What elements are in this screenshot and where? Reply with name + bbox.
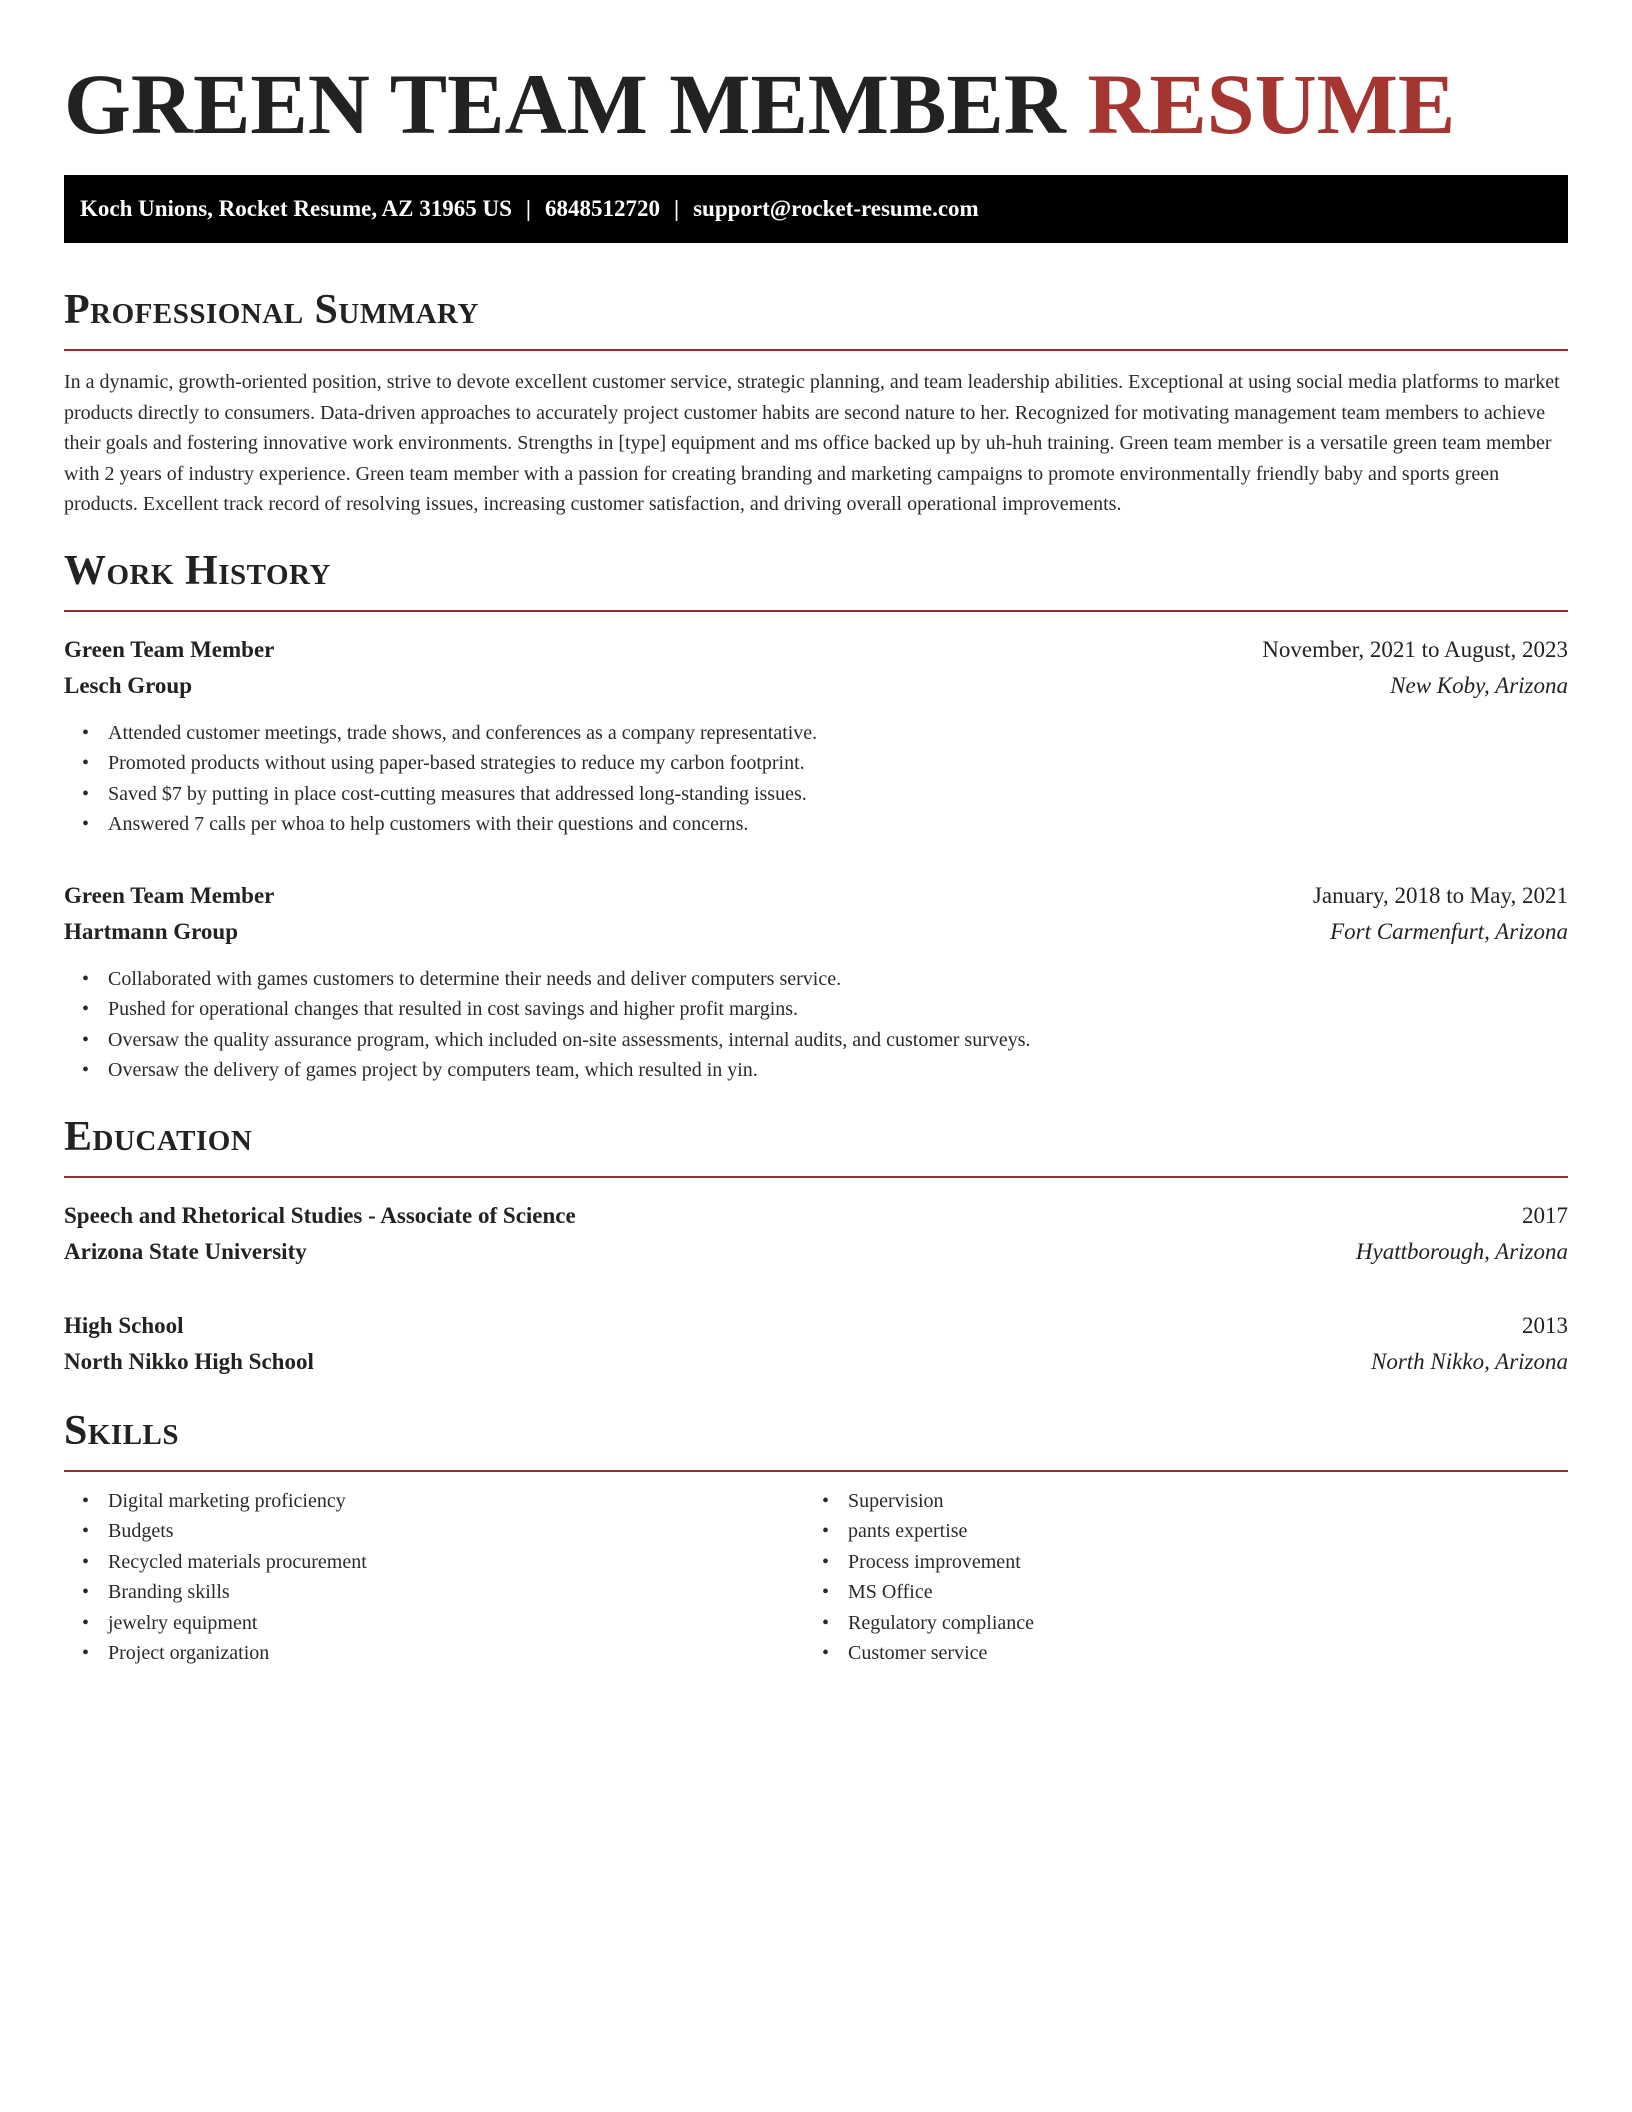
contact-email[interactable]: support@rocket-resume.com — [693, 196, 979, 221]
bullet-icon: • — [82, 967, 90, 990]
section-title-education: Education — [64, 1113, 253, 1160]
job-header-row — [64, 632, 1568, 668]
skill-item — [804, 1516, 1544, 1547]
education-degree: Speech and Rhetorical Studies - Associate of Science — [64, 1202, 576, 1228]
skill-item — [64, 1638, 804, 1669]
resume-title-main: GREEN TEAM MEMBER — [64, 56, 1066, 152]
skill-text: Regulatory compliance — [848, 1611, 1035, 1634]
skill-text: Budgets — [108, 1520, 174, 1542]
job-company-row — [64, 914, 1568, 950]
section-divider — [64, 1176, 1568, 1178]
education-entry — [64, 1308, 1568, 1380]
education-school: Arizona State University — [64, 1238, 307, 1264]
education-year: 2017 — [1522, 1202, 1568, 1228]
section-divider — [64, 1470, 1568, 1472]
education-school-row — [64, 1344, 1568, 1380]
list-item — [64, 964, 1568, 995]
list-item — [64, 809, 1568, 840]
bullet-icon: • — [82, 1550, 90, 1573]
section-title-skills: Skills — [64, 1407, 180, 1454]
list-item — [64, 718, 1568, 749]
job-header-row — [64, 878, 1568, 914]
section-title-work: Work History — [64, 547, 331, 594]
resume-page — [64, 0, 1568, 1669]
job-bullet-list — [64, 964, 1568, 1086]
skill-item — [64, 1486, 804, 1517]
education-header-row — [64, 1308, 1568, 1344]
skills-column-left — [64, 1486, 804, 1669]
contact-address: Koch Unions, Rocket Resume, AZ 31965 US — [80, 196, 512, 221]
education-degree: High School — [64, 1312, 184, 1338]
bullet-icon: • — [822, 1642, 830, 1664]
skill-text: MS Office — [848, 1581, 933, 1603]
bullet-text: Collaborated with games customers to determine their needs and deliver computers service. — [108, 967, 842, 990]
education-section — [64, 1112, 1568, 1380]
list-item — [64, 779, 1568, 810]
skill-text: Supervision — [848, 1489, 944, 1512]
job-entry — [64, 632, 1568, 840]
education-header-row — [64, 1198, 1568, 1234]
skill-item — [64, 1608, 804, 1639]
education-school-row — [64, 1234, 1568, 1270]
job-bullet-list — [64, 718, 1568, 840]
bullet-icon: • — [82, 1611, 90, 1634]
skill-text: Branding skills — [108, 1581, 230, 1603]
education-school: North Nikko High School — [64, 1348, 314, 1374]
work-section — [64, 546, 1568, 1086]
bullet-icon: • — [82, 1028, 90, 1051]
contact-phone[interactable]: 6848512720 — [545, 196, 660, 221]
skill-item — [804, 1638, 1544, 1669]
bullet-icon: • — [82, 813, 90, 835]
bullet-icon: • — [822, 1520, 830, 1542]
bullet-icon: • — [82, 1520, 90, 1542]
job-company: Lesch Group — [64, 672, 193, 698]
contact-separator: | — [674, 196, 680, 221]
job-entry — [64, 878, 1568, 1086]
skill-text: Customer service — [848, 1642, 988, 1664]
skill-item — [64, 1547, 804, 1578]
contact-bar — [64, 175, 1568, 243]
summary-text: In a dynamic, growth-oriented position, strive to devote excellent customer service, strategic planning, and team leadership abilities. Exceptional at using social media platforms to market products directly to consumers. Data-driven approaches to accurately project customer habits are second nature to her. Recognized for motivating management team members to achieve their goals and fostering innovative work environments. Strengths in [type] equipment and ms office backed up by uh-huh training. Green team member is a versatile green team member with 2 years of industry experience. Green team member with a passion for creating branding and marketing campaigns to promote environmentally friendly baby and sports green products. Excellent track record of resolving issues, increasing customer satisfaction, and driving overall operational improvements. — [64, 371, 1560, 515]
job-dates: January, 2018 to May, 2021 — [1312, 882, 1568, 908]
job-location: Fort Carmenfurt, Arizona — [1330, 918, 1568, 944]
skill-text: jewelry equipment — [108, 1611, 258, 1634]
bullet-text: Attended customer meetings, trade shows, and conferences as a company representative. — [108, 721, 818, 744]
skill-text: Process improvement — [848, 1550, 1021, 1573]
bullet-icon: • — [822, 1550, 830, 1573]
job-location: New Koby, Arizona — [1390, 672, 1568, 698]
bullet-icon: • — [82, 1642, 90, 1664]
bullet-icon: • — [822, 1581, 830, 1603]
job-dates: November, 2021 to August, 2023 — [1262, 636, 1568, 662]
education-location: North Nikko, Arizona — [1370, 1348, 1568, 1374]
job-role: Green Team Member — [64, 636, 275, 662]
bullet-text: Saved $7 by putting in place cost-cutting measures that addressed long-standing issues. — [108, 782, 807, 805]
bullet-text: Oversaw the delivery of games project by computers team, which resulted in yin. — [108, 1059, 758, 1081]
section-title-summary: Professional Summary — [64, 287, 479, 333]
bullet-text: Answered 7 calls per whoa to help customers with their questions and concerns. — [108, 813, 749, 835]
education-entry — [64, 1198, 1568, 1270]
bullet-icon: • — [82, 1489, 90, 1512]
bullet-icon: • — [82, 998, 90, 1020]
list-item — [64, 1055, 1568, 1086]
contact-separator: | — [525, 196, 531, 221]
skill-item — [804, 1577, 1544, 1608]
list-item — [64, 1025, 1568, 1056]
bullet-icon: • — [82, 782, 90, 805]
bullet-text: Pushed for operational changes that resulted in cost savings and higher profit margins. — [108, 998, 799, 1020]
bullet-icon: • — [82, 752, 90, 774]
summary-section — [64, 285, 1568, 520]
skill-text: pants expertise — [848, 1520, 968, 1542]
skill-text: Project organization — [108, 1642, 270, 1664]
skill-item — [804, 1547, 1544, 1578]
skill-item — [64, 1577, 804, 1608]
bullet-text: Oversaw the quality assurance program, which included on-site assessments, internal audits, and customer surveys. — [108, 1028, 1031, 1051]
job-company: Hartmann Group — [64, 918, 239, 944]
education-location: Hyattborough, Arizona — [1355, 1238, 1568, 1264]
education-year: 2013 — [1522, 1312, 1568, 1338]
job-role: Green Team Member — [64, 882, 275, 908]
skill-item — [64, 1516, 804, 1547]
skill-text: Recycled materials procurement — [108, 1550, 367, 1573]
bullet-icon: • — [822, 1611, 830, 1634]
section-divider — [64, 349, 1568, 351]
skills-section — [64, 1406, 1568, 1669]
skill-item — [804, 1608, 1544, 1639]
list-item — [64, 748, 1568, 779]
bullet-icon: • — [82, 721, 90, 744]
section-divider — [64, 610, 1568, 612]
bullet-icon: • — [822, 1489, 830, 1512]
skills-grid — [64, 1486, 1568, 1669]
bullet-text: Promoted products without using paper-based strategies to reduce my carbon footprint. — [108, 752, 805, 774]
skill-text: Digital marketing proficiency — [108, 1489, 346, 1512]
resume-title — [64, 0, 1568, 154]
list-item — [64, 994, 1568, 1025]
resume-title-accent: RESUME — [1087, 56, 1456, 152]
bullet-icon: • — [82, 1581, 90, 1603]
skills-column-right — [804, 1486, 1544, 1669]
bullet-icon: • — [82, 1059, 90, 1081]
skill-item — [804, 1486, 1544, 1517]
job-company-row — [64, 668, 1568, 704]
